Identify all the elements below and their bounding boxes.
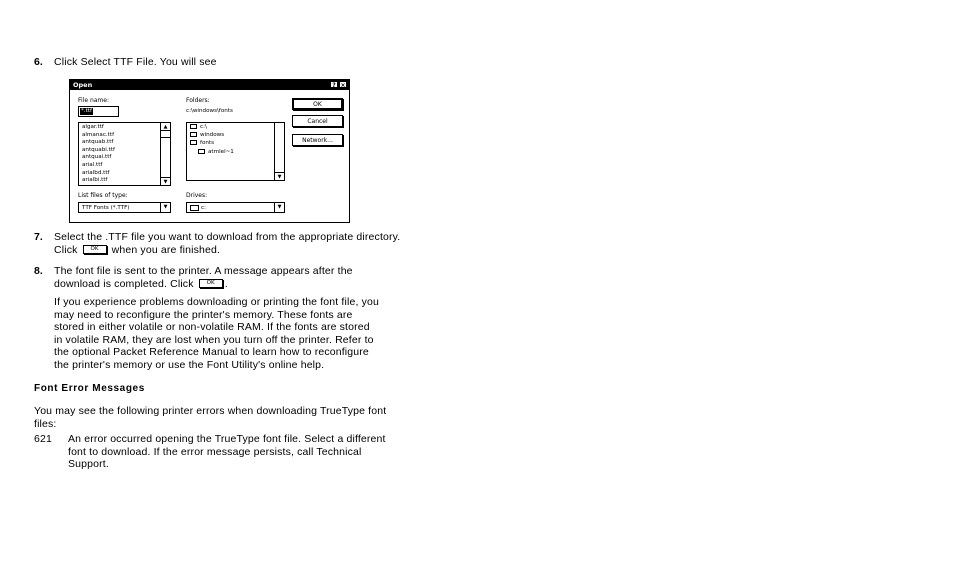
file-list-item[interactable]: arialbd.ttf — [82, 169, 110, 176]
folder-name: windows — [200, 132, 225, 139]
folders-label: Folders: — [186, 97, 210, 104]
close-icon[interactable]: × — [340, 82, 346, 89]
folder-name: fonts — [200, 140, 215, 147]
step-7-number: 7. — [34, 231, 43, 243]
list-type-value: TTF Fonts (*.TTF) — [82, 205, 130, 211]
step-8-click: download is completed. Click — [54, 277, 194, 290]
step-7-finished: when you are finished. — [111, 243, 221, 256]
note-paragraph — [54, 296, 454, 372]
error-621-description — [68, 433, 448, 471]
step-6-text: Click Select TTF File. You will see — [54, 56, 217, 68]
ok-button[interactable]: OK — [292, 98, 343, 110]
folder-icon — [190, 124, 197, 129]
dialog-title: Open — [73, 81, 93, 89]
intro-paragraph — [34, 405, 474, 430]
dialog-titlebar — [70, 80, 349, 90]
error-621-line: An error occurred opening the TrueType font file. Select a different — [68, 433, 386, 445]
scroll-thumb[interactable] — [161, 131, 170, 138]
scroll-down-icon[interactable]: ▼ — [161, 177, 170, 185]
file-name-value: *.ttf — [81, 108, 92, 114]
folders-path: c:\windows\fonts — [186, 108, 233, 114]
folder-icon — [190, 140, 197, 145]
drives-select[interactable] — [186, 202, 285, 213]
file-list-scrollbar[interactable] — [160, 123, 170, 185]
step-6-number: 6. — [34, 56, 43, 68]
folder-icon — [198, 149, 205, 154]
step-8-line-1: The font file is sent to the printer. A message appears after the — [54, 265, 353, 277]
error-621-line: font to download. If the error message persists, call Technical — [68, 445, 362, 458]
file-list-item[interactable]: arialbi.ttf — [82, 177, 108, 184]
intro-line: You may see the following printer errors when downloading TrueType font — [34, 405, 387, 417]
folder-list-item[interactable] — [190, 132, 224, 140]
open-dialog — [69, 79, 350, 223]
note-line: If you experience problems downloading or printing the font file, you — [54, 296, 379, 308]
step-7-text — [54, 231, 454, 256]
file-list-item[interactable]: algar.ttf — [82, 124, 104, 130]
folder-name: atmlel~1 — [208, 148, 234, 155]
step-8-line-2 — [54, 278, 454, 291]
drive-icon — [190, 205, 199, 211]
step-8-period: . — [224, 277, 228, 290]
step-7-line-1: Select the .TTF file you want to download from the appropriate directory. — [54, 231, 401, 243]
chevron-down-icon[interactable]: ▼ — [160, 203, 170, 212]
folder-list[interactable] — [186, 122, 285, 181]
step-7-click: Click — [54, 243, 78, 256]
folder-icon — [190, 132, 197, 137]
file-name-input[interactable] — [78, 106, 119, 117]
note-line: in volatile RAM, they are lost when you turn off the printer. Refer to — [54, 333, 374, 346]
cancel-button[interactable]: Cancel — [292, 115, 343, 127]
folder-list-item[interactable] — [190, 124, 207, 132]
drives-chevron-down-icon[interactable]: ▼ — [274, 203, 284, 212]
folder-name: c:\ — [200, 124, 207, 130]
ok-button-inline: OK — [199, 279, 223, 288]
scroll-up-icon[interactable]: ▲ — [161, 123, 170, 131]
note-line: the optional Packet Reference Manual to learn how to reconfigure — [54, 346, 369, 359]
intro-line: files: — [34, 417, 57, 430]
step-8-text — [54, 265, 454, 290]
note-line: the printer's memory or use the Font Utility's online help. — [54, 358, 325, 371]
section-heading: Font Error Messages — [34, 383, 145, 394]
file-list-item[interactable]: almanac.ttf — [82, 131, 115, 138]
drives-value: c: — [201, 205, 206, 211]
file-list-item[interactable]: antquai.ttf — [82, 154, 112, 161]
list-type-select[interactable] — [78, 202, 171, 213]
note-line: may need to reconfigure the printer's memory. These fonts are — [54, 308, 353, 321]
help-icon[interactable]: ? — [330, 81, 338, 88]
folder-list-item[interactable] — [198, 149, 234, 157]
folder-list-scrollbar[interactable] — [274, 123, 284, 180]
note-line: stored in either volatile or non-volatile RAM. If the fonts are stored — [54, 321, 370, 334]
network-button[interactable]: Network... — [292, 134, 343, 146]
file-list[interactable] — [78, 122, 171, 186]
drives-label: Drives: — [186, 192, 208, 199]
list-type-label: List files of type: — [78, 192, 128, 199]
step-7-line-2 — [54, 244, 454, 257]
error-code-621: 621 — [34, 433, 52, 445]
folder-scroll-down-icon[interactable]: ▼ — [275, 172, 284, 180]
file-list-item[interactable]: antquabi.ttf — [82, 146, 115, 153]
folder-list-item[interactable] — [190, 140, 214, 148]
file-name-label: File name: — [78, 97, 109, 104]
ok-button-inline: OK — [83, 245, 107, 254]
file-list-item[interactable]: arial.ttf — [82, 162, 103, 168]
step-8-number: 8. — [34, 265, 43, 277]
file-list-item[interactable]: antquab.ttf — [82, 139, 114, 146]
error-621-line: Support. — [68, 458, 109, 471]
